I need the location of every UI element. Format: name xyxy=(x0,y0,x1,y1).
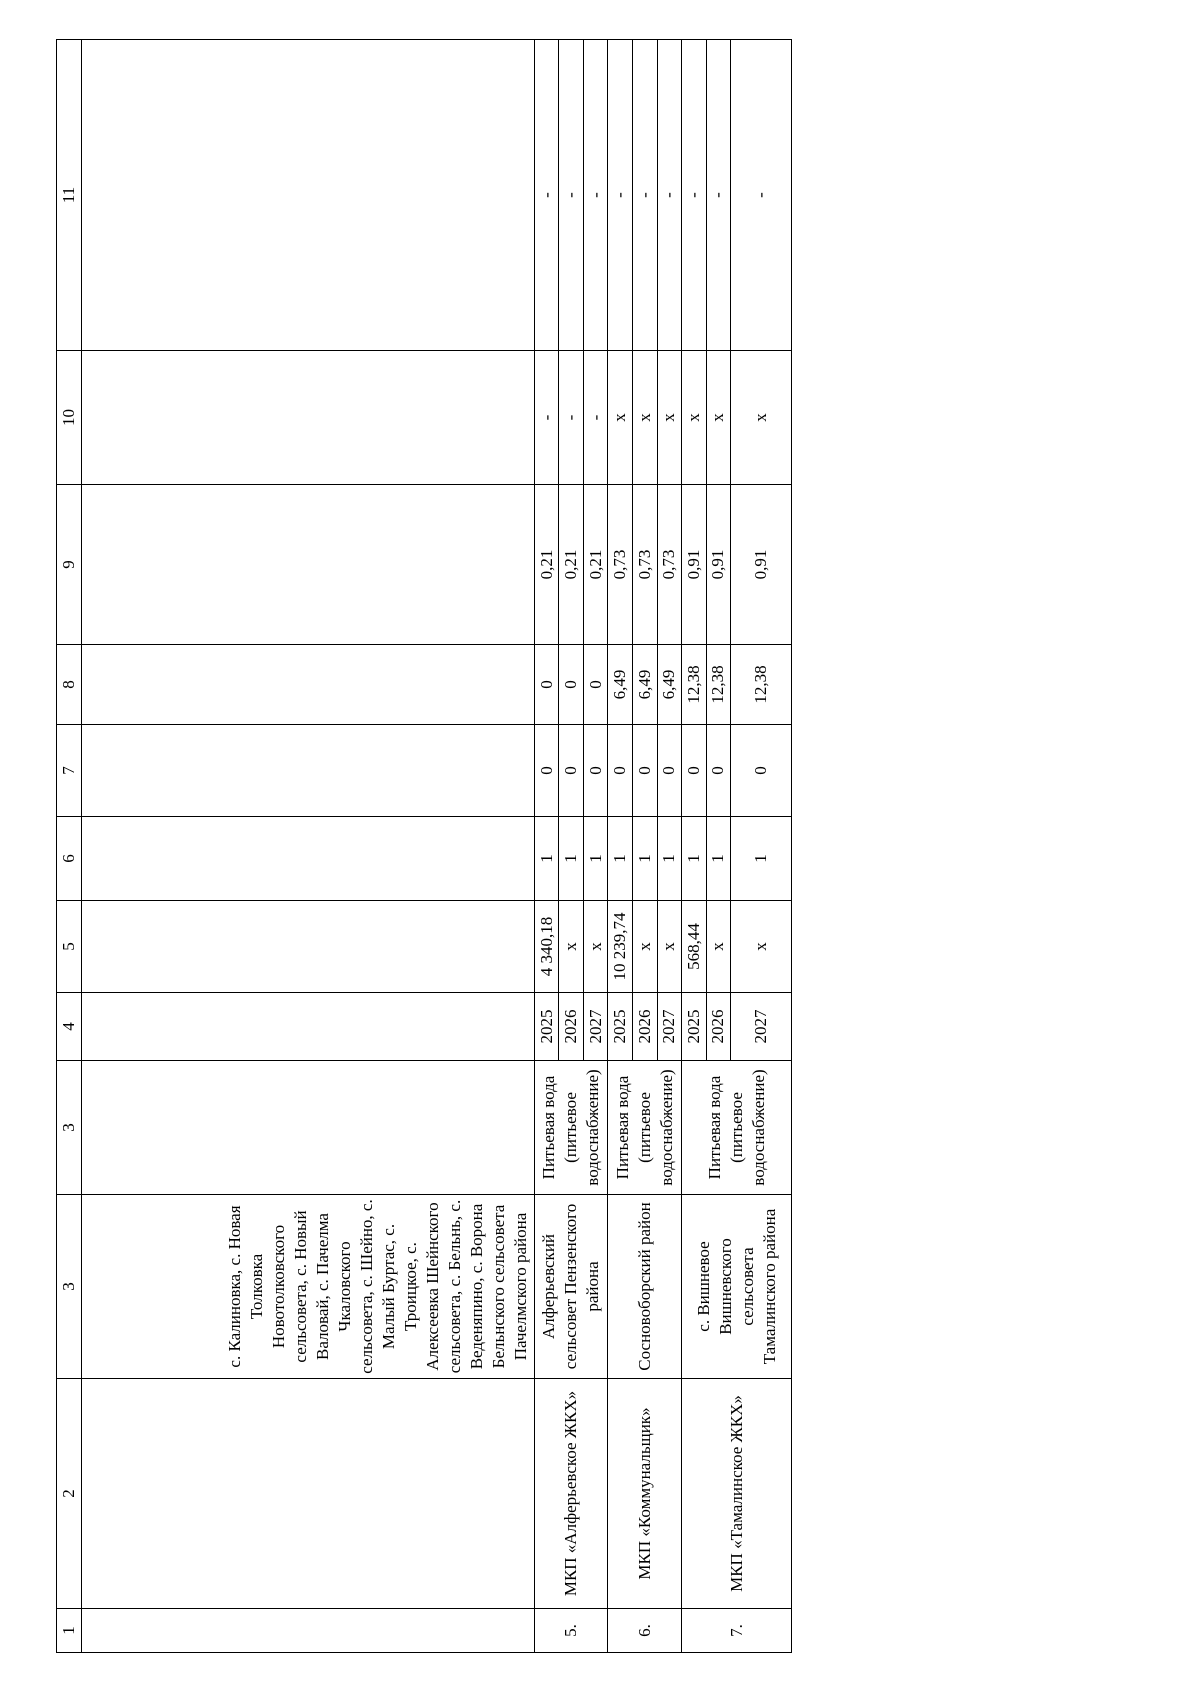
rotated-table-frame xyxy=(56,40,792,1653)
service-cell: Питьевая вода (питьевое водоснабжение) xyxy=(682,1061,792,1195)
empty-cell xyxy=(81,40,534,351)
header-row xyxy=(57,40,82,1653)
value-cell: 1 xyxy=(657,817,682,901)
value-cell: х xyxy=(731,901,792,993)
value-cell: - xyxy=(657,40,682,351)
value-cell: 0,21 xyxy=(559,485,584,645)
locations-cell: Сосновоборский район xyxy=(608,1195,682,1379)
value-cell: 1 xyxy=(559,817,584,901)
empty-cell xyxy=(81,485,534,645)
year-cell: 2027 xyxy=(657,993,682,1061)
value-cell: 12,38 xyxy=(682,645,707,725)
value-cell: 1 xyxy=(706,817,731,901)
value-cell: 0 xyxy=(583,725,608,817)
year-cell: 2027 xyxy=(583,993,608,1061)
row-number: 7. xyxy=(682,1609,792,1653)
value-cell: х xyxy=(706,901,731,993)
value-cell: 0 xyxy=(682,725,707,817)
value-cell: 0 xyxy=(706,725,731,817)
value-cell: 1 xyxy=(608,817,633,901)
table-row xyxy=(534,40,559,1653)
value-cell: х xyxy=(657,351,682,485)
header-cell: 4 xyxy=(57,993,82,1061)
header-cell: 6 xyxy=(57,817,82,901)
value-cell: х xyxy=(608,351,633,485)
locations-cell: Алферьевский сельсовет Пензенского района xyxy=(534,1195,608,1379)
value-cell: - xyxy=(633,40,658,351)
year-cell: 2025 xyxy=(608,993,633,1061)
table-row xyxy=(682,40,707,1653)
value-cell: - xyxy=(608,40,633,351)
value-cell: 0 xyxy=(608,725,633,817)
empty-cell xyxy=(81,645,534,725)
value-cell: 0 xyxy=(731,725,792,817)
value-cell: 0 xyxy=(583,645,608,725)
empty-cell xyxy=(81,993,534,1061)
value-cell: - xyxy=(731,40,792,351)
value-cell: - xyxy=(583,40,608,351)
header-cell: 8 xyxy=(57,645,82,725)
year-cell: 2025 xyxy=(534,993,559,1061)
value-cell: х xyxy=(633,901,658,993)
value-cell: 568,44 xyxy=(682,901,707,993)
value-cell: - xyxy=(583,351,608,485)
value-cell: 0 xyxy=(559,645,584,725)
year-cell: 2027 xyxy=(731,993,792,1061)
empty-cell xyxy=(81,1061,534,1195)
header-cell: 3 xyxy=(57,1061,82,1195)
header-cell: 1 xyxy=(57,1609,82,1653)
value-cell: - xyxy=(682,40,707,351)
year-cell: 2026 xyxy=(633,993,658,1061)
header-cell: 10 xyxy=(57,351,82,485)
value-cell: 0,91 xyxy=(706,485,731,645)
value-cell: - xyxy=(534,351,559,485)
value-cell: 6,49 xyxy=(608,645,633,725)
value-cell: 6,49 xyxy=(657,645,682,725)
value-cell: - xyxy=(534,40,559,351)
row-number: 6. xyxy=(608,1609,682,1653)
value-cell: - xyxy=(559,40,584,351)
header-cell: 9 xyxy=(57,485,82,645)
header-cell: 7 xyxy=(57,725,82,817)
header-cell: 3 xyxy=(57,1195,82,1379)
empty-cell xyxy=(81,351,534,485)
service-cell: Питьевая вода (питьевое водоснабжение) xyxy=(534,1061,608,1195)
empty-cell xyxy=(81,1609,534,1653)
header-cell: 11 xyxy=(57,40,82,351)
value-cell: 1 xyxy=(534,817,559,901)
empty-cell xyxy=(81,725,534,817)
value-cell: 12,38 xyxy=(706,645,731,725)
value-cell: х xyxy=(583,901,608,993)
value-cell: 0 xyxy=(534,725,559,817)
value-cell: х xyxy=(657,901,682,993)
value-cell: х xyxy=(559,901,584,993)
header-cell: 2 xyxy=(57,1379,82,1609)
tariff-table xyxy=(56,39,792,1653)
value-cell: 0,21 xyxy=(534,485,559,645)
organization-cell: МКП «Алферьевское ЖКХ» xyxy=(534,1379,608,1609)
empty-cell xyxy=(81,901,534,993)
locations-cell: с. Калиновка, с. Новая Толковка Новотолковского сельсовета, с. Новый Валовай, с. Пачелма Чкаловского сельсовета, с. Шейно, с. Малый Буртас, с. Троицкое, с. Алексеевка Шейнского сельсовета, с. Бельнь, с. Веденяпино, с. Ворона Бельнского сельсовета Пачелмского района xyxy=(81,1195,534,1379)
value-cell: 0 xyxy=(559,725,584,817)
value-cell: 0 xyxy=(657,725,682,817)
value-cell: х xyxy=(706,351,731,485)
value-cell: 0,73 xyxy=(608,485,633,645)
year-cell: 2026 xyxy=(559,993,584,1061)
value-cell: х xyxy=(731,351,792,485)
value-cell: 10 239,74 xyxy=(608,901,633,993)
empty-cell xyxy=(81,1379,534,1609)
value-cell: 1 xyxy=(731,817,792,901)
empty-cell xyxy=(81,817,534,901)
year-cell: 2026 xyxy=(706,993,731,1061)
value-cell: 0,91 xyxy=(682,485,707,645)
year-cell: 2025 xyxy=(682,993,707,1061)
table-row xyxy=(608,40,633,1653)
value-cell: 0,21 xyxy=(583,485,608,645)
organization-cell: МКП «Коммунальщик» xyxy=(608,1379,682,1609)
value-cell: х xyxy=(633,351,658,485)
service-cell: Питьевая вода (питьевое водоснабжение) xyxy=(608,1061,682,1195)
value-cell: 0 xyxy=(534,645,559,725)
value-cell: 1 xyxy=(682,817,707,901)
value-cell: - xyxy=(706,40,731,351)
value-cell: 0,73 xyxy=(657,485,682,645)
continued-row xyxy=(81,40,534,1653)
organization-cell: МКП «Тамалинское ЖКХ» xyxy=(682,1379,792,1609)
value-cell: х xyxy=(682,351,707,485)
value-cell: 0,73 xyxy=(633,485,658,645)
value-cell: 1 xyxy=(583,817,608,901)
value-cell: 1 xyxy=(633,817,658,901)
locations-cell: с. Вишневое Вишневского сельсовета Тамалинского района xyxy=(682,1195,792,1379)
value-cell: - xyxy=(559,351,584,485)
row-number: 5. xyxy=(534,1609,608,1653)
value-cell: 0 xyxy=(633,725,658,817)
header-cell: 5 xyxy=(57,901,82,993)
value-cell: 6,49 xyxy=(633,645,658,725)
value-cell: 0,91 xyxy=(731,485,792,645)
value-cell: 12,38 xyxy=(731,645,792,725)
value-cell: 4 340,18 xyxy=(534,901,559,993)
